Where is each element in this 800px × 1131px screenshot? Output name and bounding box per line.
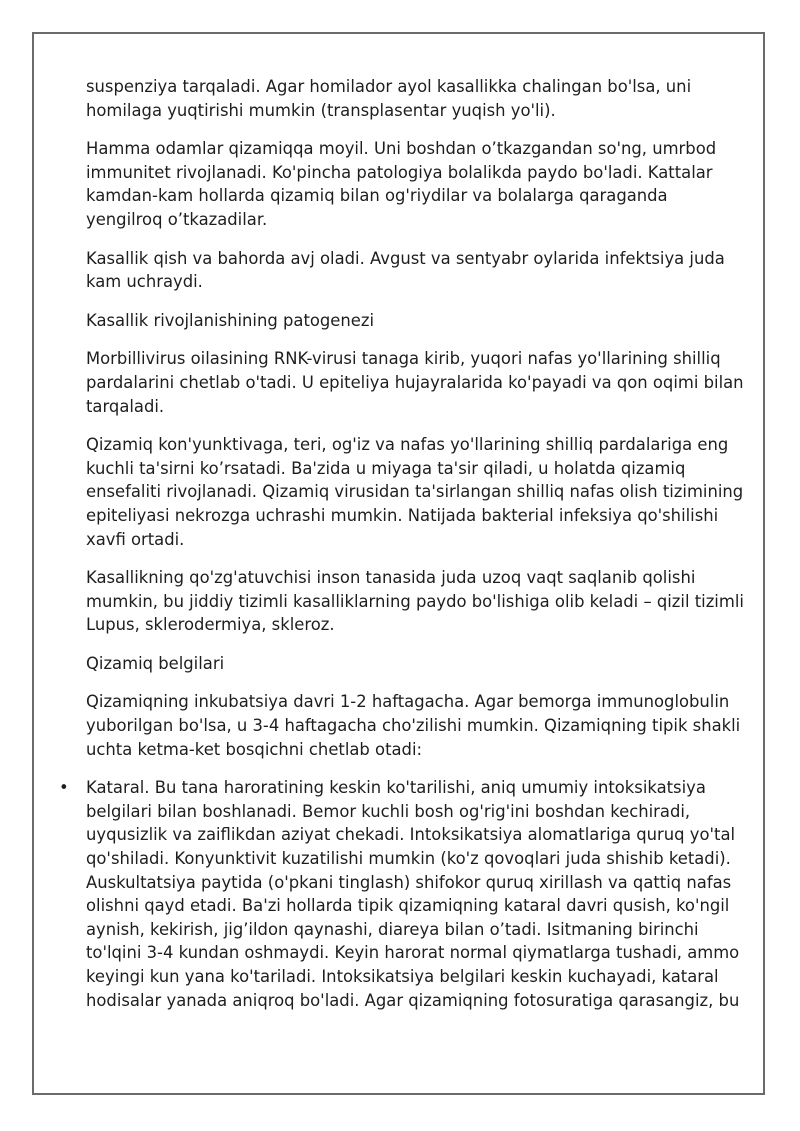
section-heading-symptoms: Qizamiq belgilari [86, 653, 225, 673]
paragraph-incubation: Qizamiqning inkubatsiya davri 1-2 haftagacha. Agar bemorga immunoglobulin yuborilgan bo'lsa, u 3-4 haftagacha cho'zilishi mumkin. Qizamiqning tipik shakli uchta ketma-ket bosqichni chetlab otadi: [86, 692, 741, 759]
paragraph-transmission: suspenziya tarqaladi. Agar homilador ayol kasallikka chalingan bo'lsa, uni homilaga yuqtirishi mumkin (transplasentar yuqish yo'li). [86, 77, 692, 120]
paragraph-virus-entry: Morbillivirus oilasining RNK-virusi tanaga kirib, yuqori nafas yo'llarining shilliq pardalarini chetlab o'tadi. U epiteliya hujayralarida ko'payadi va qon oqimi bilan tarqaladi. [86, 349, 744, 416]
paragraph-persistence: Kasallikning qo'zg'atuvchisi inson tanasida juda uzoq vaqt saqlanib qolishi mumkin, bu jiddiy tizimli kasalliklarning paydo bo'lishiga olib keladi – qizil tizimli Lupus, sklerodermiya, skleroz. [86, 568, 744, 635]
section-heading-pathogenesis: Kasallik rivojlanishining patogenezi [86, 310, 375, 330]
list-item: • Kataral. Bu tana haroratining keskin ko'tarilishi, aniq umumiy intoksikatsiya belgilari bilan boshlanadi. Bemor kuchli bosh og'rig'ini boshdan kechiradi, uyqusizlik va zaiflikdan aziyat chekadi. Intoksikatsiya alomatlariga quruq yo'tal qo'shiladi. Konyunktivit kuzatilishi mumkin (ko'z qovoqlari juda shishib ketadi). Auskultatsiya paytida (o'pkani tinglash) shifokor quruq xirillash va qattiq nafas olishni qayd etadi. Ba'zi hollarda tipik qizamiqning kataral davri qusish, ko'ngil aynish, kekirish, jig’ildon qaynashi, diareya bilan o’tadi. Isitmaning birinchi to'lqini 3-4 kundan oshmaydi. Keyin harorat normal qiymatlarga tushadi, ammo keyingi kun yana ko'tariladi. Intoksikatsiya belgilari keskin kuchayadi, kataral hodisalar yanada aniqroq bo'ladi. Agar qizamiqning fotosuratiga qarasangiz, bu [86, 776, 746, 1012]
paragraph-susceptibility: Hamma odamlar qizamiqqa moyil. Uni boshdan o’tkazgandan so'ng, umrbod immunitet rivojlanadi. Ko'pincha patologiya bolalikda paydo bo'ladi. Kattalar kamdan-kam hollarda qizamiq bilan og'riydilar va bolalarga qaraganda yengilroq o’tkazadilar. [86, 139, 717, 229]
paragraph-organ-effects: Qizamiq kon'yunktivaga, teri, og'iz va nafas yo'llarining shilliq pardalariga eng kuchli ta'sirni ko’rsatadi. Ba'zida u miyaga ta'sir qiladi, u holatda qizamiq ensefaliti rivojlanadi. Qizamiq virusidan ta'sirlangan shilliq nafas olish tizimining epiteliyasi nekrozga uchrashi mumkin. Natijada bakterial infeksiya qo'shilishi xavfi ortadi. [86, 435, 744, 549]
document-body [86, 75, 746, 1012]
paragraph-seasonality: Kasallik qish va bahorda avj oladi. Avgust va sentyabr oylarida infektsiya juda kam uchraydi. [86, 248, 725, 292]
stages-list [86, 776, 746, 1012]
